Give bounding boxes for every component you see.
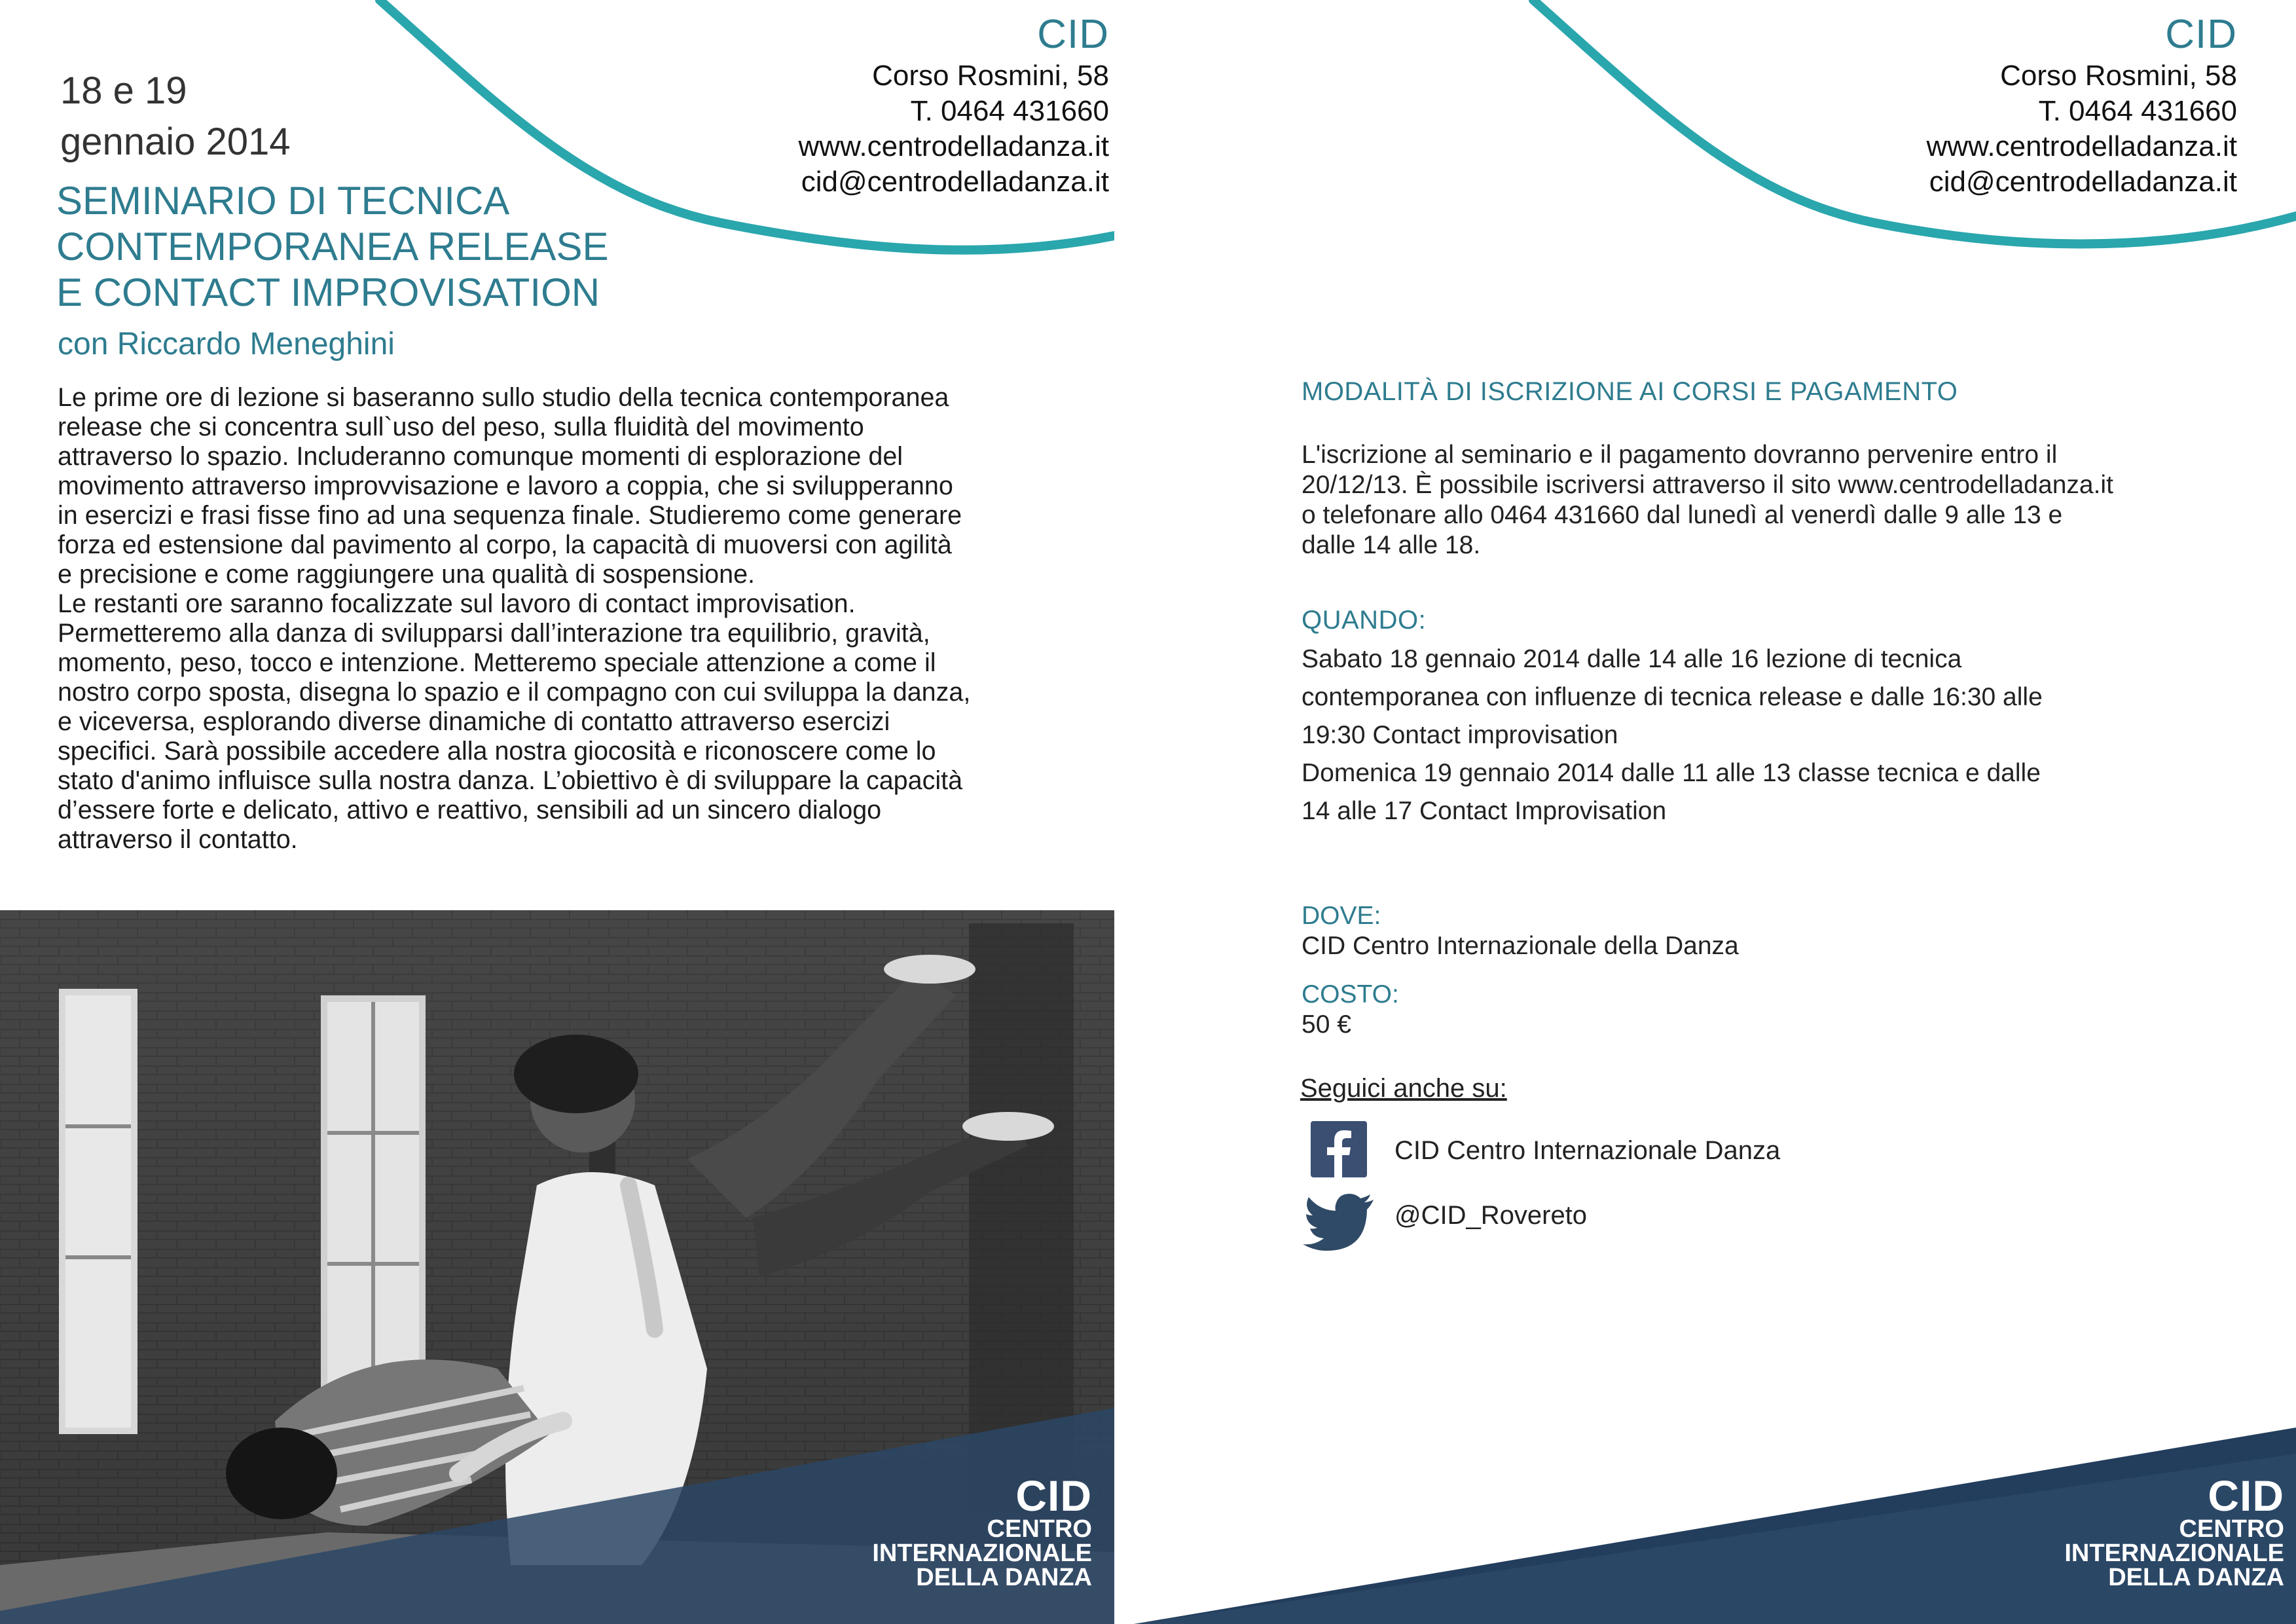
contact-cid-right: CID	[2165, 12, 2237, 57]
logo-line-1-right: CENTRO	[2179, 1515, 2284, 1543]
when-label: QUANDO:	[1302, 606, 1427, 635]
where-row	[1302, 871, 1739, 961]
contact-block	[651, 14, 1109, 196]
cid-logo	[872, 1471, 1092, 1592]
title-line-3: E CONTACT IMPROVISATION	[56, 270, 600, 314]
contact-address-right: Corso Rosmini, 58	[2000, 60, 2237, 92]
page-title	[56, 178, 609, 316]
when-text: Sabato 18 gennaio 2014 dalle 14 alle 16 lezione di tecnica contemporanea con influenze di tecnica release e dalle 16:30 alle 19:30 Contact improvisation Domenica 19 gennaio 2014 dalle 11 alle 13 classe tecnica e dalle 14 alle 17 Contact Improvisation	[1302, 645, 2043, 825]
left-page	[0, 0, 1114, 1624]
page-subtitle: con Riccardo Meneghini	[58, 327, 395, 361]
twitter-link[interactable]: @CID_Rovereto	[1394, 1201, 1588, 1230]
cost-text: 50 €	[1302, 1010, 1351, 1039]
page-gutter	[1114, 0, 1134, 1624]
event-date-month: gennaio 2014	[60, 120, 291, 163]
logo-cid-right: CID	[2208, 1471, 2284, 1520]
twitter-icon[interactable]	[1303, 1192, 1375, 1251]
follow-label: Seguici anche su:	[1300, 1074, 1507, 1103]
twitter-glyph	[1303, 1192, 1375, 1251]
logo-line-2: INTERNAZIONALE	[872, 1539, 1092, 1567]
contact-email[interactable]: cid@centrodelladanza.it	[801, 166, 1109, 198]
title-line-2: CONTEMPORANEA RELEASE	[56, 225, 609, 268]
registration-text: L'iscrizione al seminario e il pagamento dovranno pervenire entro il 20/12/13. È possibile iscriversi attraverso il sito www.centrodelladanza.it o telefonare allo 0464 431660 dal lunedì al venerdì dalle 9 alle 13 e dalle 14 alle 18.	[1302, 441, 2113, 559]
facebook-link[interactable]: CID Centro Internazionale Danza	[1394, 1136, 1781, 1165]
contact-address: Corso Rosmini, 58	[872, 60, 1109, 92]
description-text: Le prime ore di lezione si baseranno sullo studio della tecnica contemporanea release che si concentra sull`uso del peso, sulla fluidità del movimento attraverso lo spazio. Includeranno comunque momenti di esplorazione del movimento attraverso improvvisazione e lavoro a coppia, che si svilupperanno in esercizi e frasi fisse fino ad una sequenza finale. Studieremo come generare forza ed estensione dal pavimento al corpo, la capacità di muoversi con agilità e precisione e come raggiungere una qualità di sospensione. Le restanti ore saranno focalizzate sul lavoro di contact improvisation. Permetteremo alla danza di svilupparsi dall’interazione tra equilibrio, gravità, momento, peso, tocco e intenzione. Metteremo speciale attenzione a come il nostro corpo sposta, disegna lo spazio e il compagno con cui sviluppa la danza, e viceversa, esplorando diverse dinamiche di contatto attraverso esercizi specifici. Sarà possibile accedere alla nostra giocosità e riconoscere come lo stato d'animo influisce sulla nostra danza. L’obiettivo è di sviluppare la capacità d’essere forte e delicato, attivo e reattivo, sensibili ad un sincero dialogo attraverso il contatto.	[58, 383, 971, 854]
right-page	[1134, 0, 2296, 1624]
contact-phone: T. 0464 431660	[910, 95, 1109, 127]
contact-email-right[interactable]: cid@centrodelladanza.it	[1929, 166, 2237, 198]
cid-logo-right	[2064, 1471, 2284, 1592]
cost-row	[1302, 950, 1399, 1040]
cost-label: COSTO:	[1302, 980, 1399, 1008]
facebook-glyph	[1311, 1121, 1367, 1177]
logo-cid: CID	[1015, 1471, 1092, 1520]
contact-website-right[interactable]: www.centrodelladanza.it	[1926, 130, 2237, 162]
logo-line-3: DELLA DANZA	[916, 1564, 1092, 1592]
facebook-icon[interactable]	[1311, 1121, 1367, 1177]
contact-website[interactable]: www.centrodelladanza.it	[798, 130, 1109, 162]
contact-phone-right: T. 0464 431660	[2038, 95, 2237, 127]
where-text: CID Centro Internazionale della Danza	[1302, 932, 1739, 960]
contact-block-right	[1789, 14, 2237, 196]
logo-line-2-right: INTERNAZIONALE	[2064, 1539, 2284, 1567]
registration-heading: MODALITÀ DI ISCRIZIONE AI CORSI E PAGAMENTO	[1302, 377, 1958, 406]
contact-cid: CID	[1037, 12, 1109, 57]
where-label: DOVE:	[1302, 902, 1381, 930]
logo-line-3-right: DELLA DANZA	[2108, 1564, 2284, 1592]
event-date-days: 18 e 19	[60, 69, 187, 112]
event-date	[60, 65, 291, 168]
logo-line-1: CENTRO	[987, 1515, 1092, 1543]
title-line-1: SEMINARIO DI TECNICA	[56, 179, 510, 223]
